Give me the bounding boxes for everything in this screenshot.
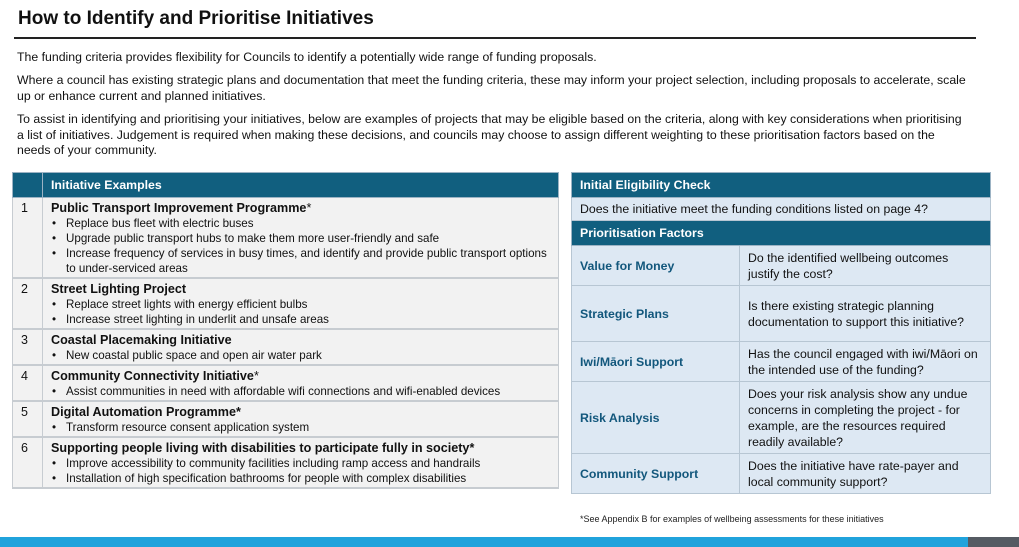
initiative-examples-table bbox=[12, 172, 559, 489]
initiative-number: 2 bbox=[13, 278, 43, 329]
initiative-row bbox=[13, 437, 559, 488]
eligibility-header: Initial Eligibility Check bbox=[572, 173, 991, 198]
initiative-examples-header: Initiative Examples bbox=[43, 173, 559, 198]
initiative-bullet: • Increase frequency of services in busy times, and identify and provide public transport options to under-serviced areas bbox=[51, 246, 550, 276]
initiative-row bbox=[13, 365, 559, 401]
prioritisation-row bbox=[572, 382, 991, 454]
factor-label: Strategic Plans bbox=[572, 286, 740, 342]
intro-paragraph-3: To assist in identifying and prioritising your initiatives, below are examples of projects that may be eligible based on the criteria, along with key considerations when prioritising a list of initiatives. Judgement is required when making these decisions, and councils may choose to assign different weighting to these prioritisation factors based on the needs of your community. bbox=[17, 112, 962, 157]
initiative-title: Community Connectivity Initiative* bbox=[51, 369, 259, 383]
initiative-bullet: • Assist communities in need with affordable wifi connections and wifi-enabled devices bbox=[51, 384, 550, 399]
factor-question: Does your risk analysis show any undue concerns in completing the project - for example, are the resources required readily available? bbox=[740, 382, 991, 454]
initiative-number: 4 bbox=[13, 365, 43, 401]
initiative-row bbox=[13, 198, 559, 279]
initiative-number: 3 bbox=[13, 329, 43, 365]
initiative-number: 5 bbox=[13, 401, 43, 437]
factor-question: Does the initiative have rate-payer and local community support? bbox=[740, 454, 991, 494]
title-divider bbox=[14, 37, 976, 39]
eligibility-question: Does the initiative meet the funding conditions listed on page 4? bbox=[572, 198, 991, 221]
initiative-row bbox=[13, 329, 559, 365]
initiative-title: Supporting people living with disabilities to participate fully in society* bbox=[51, 441, 475, 455]
initiative-bullet: • Improve accessibility to community facilities including ramp access and handrails bbox=[51, 456, 550, 471]
bottom-accent-bar bbox=[0, 537, 968, 547]
prioritisation-row bbox=[572, 286, 991, 342]
intro-paragraph-1: The funding criteria provides flexibility for Councils to identify a potentially wide range of funding proposals. bbox=[17, 50, 597, 64]
initiative-title: Coastal Placemaking Initiative bbox=[51, 333, 232, 347]
initiative-title: Digital Automation Programme* bbox=[51, 405, 241, 419]
initiative-title: Street Lighting Project bbox=[51, 282, 187, 296]
factor-label: Iwi/Māori Support bbox=[572, 342, 740, 382]
bottom-corner-block bbox=[968, 537, 1019, 547]
initiative-number: 1 bbox=[13, 198, 43, 279]
initiative-bullet: • Transform resource consent application system bbox=[51, 420, 550, 435]
prioritisation-row bbox=[572, 342, 991, 382]
initiative-bullet: • New coastal public space and open air water park bbox=[51, 348, 550, 363]
prioritisation-row bbox=[572, 454, 991, 494]
initiative-bullet: • Increase street lighting in underlit and unsafe areas bbox=[51, 312, 550, 327]
factor-question: Do the identified wellbeing outcomes justify the cost? bbox=[740, 246, 991, 286]
page-title: How to Identify and Prioritise Initiatives bbox=[18, 8, 374, 29]
factor-question: Has the council engaged with iwi/Māori on the intended use of the funding? bbox=[740, 342, 991, 382]
factor-label: Risk Analysis bbox=[572, 382, 740, 454]
footnote: *See Appendix B for examples of wellbeing assessments for these initiatives bbox=[580, 514, 884, 524]
initiative-bullet: • Replace street lights with energy efficient bulbs bbox=[51, 297, 550, 312]
prioritisation-table bbox=[571, 172, 991, 494]
initiative-row bbox=[13, 278, 559, 329]
intro-paragraph-2: Where a council has existing strategic plans and documentation that meet the funding criteria, these may inform your project selection, including proposals to accelerate, scale up or enhance current and planned initiatives. bbox=[17, 73, 966, 103]
initiative-row bbox=[13, 401, 559, 437]
factor-label: Community Support bbox=[572, 454, 740, 494]
factor-label: Value for Money bbox=[572, 246, 740, 286]
prioritisation-row bbox=[572, 246, 991, 286]
factor-question: Is there existing strategic planning documentation to support this initiative? bbox=[740, 286, 991, 342]
initiative-bullet: • Replace bus fleet with electric buses bbox=[51, 216, 550, 231]
initiative-bullet: • Installation of high specification bathrooms for people with complex disabilities bbox=[51, 471, 550, 486]
initiative-number: 6 bbox=[13, 437, 43, 488]
initiative-title: Public Transport Improvement Programme* bbox=[51, 201, 312, 215]
initiative-bullet: • Upgrade public transport hubs to make them more user-friendly and safe bbox=[51, 231, 550, 246]
header-number-column bbox=[13, 173, 43, 198]
prioritisation-header: Prioritisation Factors bbox=[572, 221, 991, 246]
